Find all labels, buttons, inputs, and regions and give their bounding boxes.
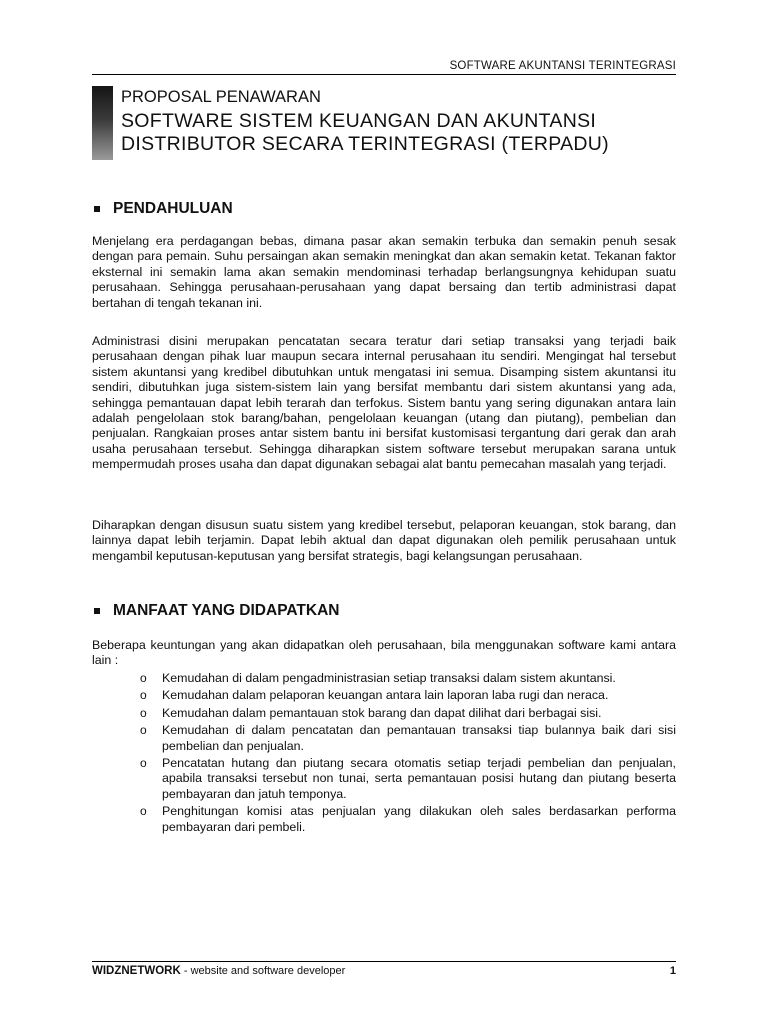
benefits-intro: Beberapa keuntungan yang akan didapatkan oleh perusahaan, bila menggunakan software kami antara lain : <box>92 638 676 668</box>
circle-bullet-icon: o <box>140 671 147 685</box>
list-item: o Kemudahan dalam pemantauan stok barang dan dapat dilihat dari berbagai sisi. <box>140 705 602 720</box>
list-item: o Penghitungan komisi atas penjualan yang dilakukan oleh sales berdasarkan performa pembayaran dari pembeli. <box>140 804 676 834</box>
circle-bullet-icon: o <box>140 804 147 819</box>
title-block <box>92 86 676 160</box>
paragraph-3: Diharapkan dengan disusun suatu sistem yang kredibel tersebut, pelaporan keuangan, stok barang, dan lainnya dapat lebih terjamin. Dapat lebih aktual dan dapat digunakan oleh pemilik perusahaan untuk mengambil keputusan-keputusan yang bersifat strategis, bagi kelangsungan perusahaan. <box>92 518 676 563</box>
document-title-line-1: SOFTWARE SISTEM KEUANGAN DAN AKUNTANSI <box>121 110 597 132</box>
running-header: SOFTWARE AKUNTANSI TERINTEGRASI <box>92 60 676 75</box>
paragraph-2: Administrasi disini merupakan pencatatan secara teratur dari setiap transaksi yang terjadi baik perusahaan dengan pihak luar maupun secara internal perusahaan itu sendiri. Mengingat hal tersebut sistem akuntansi yang kredibel dibutuhkan untuk mengatasi ini semua. Disamping sistem akuntansi itu sendiri, dibutuhkan juga sistem-sistem lain yang bersifat membantu dari sistem akuntansi yang ada, sehingga pemantauan dapat lebih terarah dan terfokus. Sistem bantu yang sering digunakan antara lain adalah pengelolaan stok barang/bahan, pengelolaan keuangan (utang dan piutang), pembelian dan penjualan. Rangkaian proses antar sistem bantu ini bersifat kustomisasi tergantung dari gerak dan arah usaha perusahaan tersebut. Sehingga diharapkan sistem software tersebut merupakan sarana untuk mempermudah proses usaha dan dapat digunakan sebagai alat bantu pemecahan masalah yang terjadi. <box>92 334 676 472</box>
footer-brand: WIDZNETWORK <box>92 965 181 977</box>
section-heading-manfaat <box>94 601 339 621</box>
list-item: o Kemudahan di dalam pencatatan dan pemantauan transaksi tiap bulannya baik dari sisi pembelian dan penjualan. <box>140 723 676 753</box>
circle-bullet-icon: o <box>140 756 147 771</box>
document-type: PROPOSAL PENAWARAN <box>121 88 321 106</box>
square-bullet-icon <box>94 206 100 212</box>
section-heading-text: PENDAHULUAN <box>113 200 233 217</box>
circle-bullet-icon: o <box>140 705 147 720</box>
square-bullet-icon <box>94 608 100 614</box>
list-item: o Kemudahan di dalam pengadministrasian setiap transaksi dalam sistem akuntansi. <box>140 671 616 685</box>
section-heading-text: MANFAAT YANG DIDAPATKAN <box>113 602 340 619</box>
section-heading-pendahuluan <box>94 199 233 219</box>
list-item: o Kemudahan dalam pelaporan keuangan antara lain laporan laba rugi dan neraca. <box>140 688 609 703</box>
page-footer <box>92 964 676 978</box>
list-item: o Pencatatan hutang dan piutang secara otomatis setiap terjadi pembelian dan penjualan, apabila transaksi tersebut non tunai, serta pemantauan posisi hutang dan piutang beserta pembayaran dan jatuh temponya. <box>140 756 676 801</box>
footer-separator: - <box>180 965 191 977</box>
footer-tagline: website and software developer <box>190 965 346 977</box>
title-accent-bar <box>92 86 113 160</box>
circle-bullet-icon: o <box>140 723 147 738</box>
page-number: 1 <box>669 965 676 977</box>
circle-bullet-icon: o <box>140 688 147 703</box>
benefits-list <box>92 671 676 837</box>
paragraph-1: Menjelang era perdagangan bebas, dimana pasar akan semakin terbuka dan semakin penuh sesak dengan para pemain. Suhu persaingan akan semakin meningkat dan akan semakin ketat. Tekanan faktor eksternal ini semakin lama akan semakin mendominasi terhadap berlangsungnya kehidupan suatu perusahaan. Sehingga perusahaan-perusahaan yang dapat bersaing dan tertib administrasi dapat bertahan di tengah tekanan ini. <box>92 234 676 310</box>
footer-divider <box>92 961 676 962</box>
document-title-line-2: DISTRIBUTOR SECARA TERINTEGRASI (TERPADU) <box>121 133 609 155</box>
title-text <box>121 86 609 156</box>
